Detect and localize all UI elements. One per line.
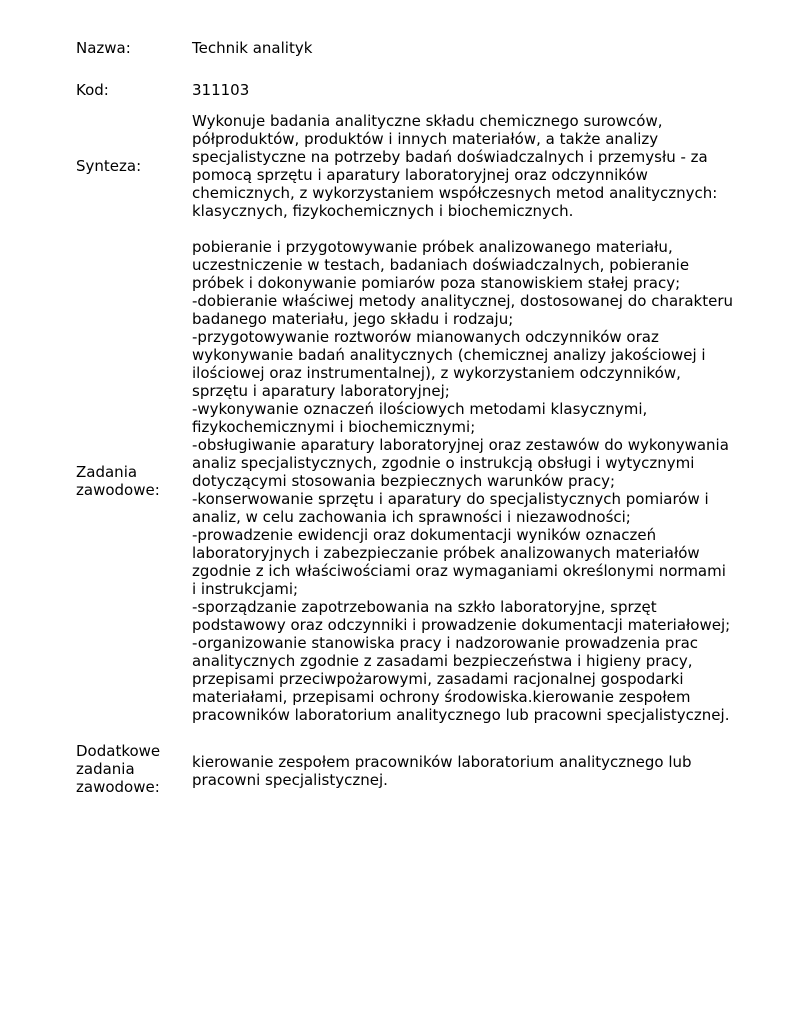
occupation-document [76,30,766,796]
field-extra-tasks-label: Dodatkowe zadania zawodowe: [76,742,161,796]
field-synthesis-row [76,108,766,220]
field-name-row [76,30,766,66]
field-tasks-label: Zadania zawodowe: [76,463,160,499]
field-synthesis-value: Wykonuje badania analityczne składu chemicznego surowców, półproduktów, produktów i innych materiałów, a także analizy specjalistyczne na potrzeby badań doświadczalnych i przemysłu - za pomocą sprzętu i aparatury laboratoryjnej oraz odczynników chemicznych, z wykorzystaniem współczesnych metod analitycznych: klasycznych, fizykochemicznych i biochemicznych. [192,112,718,220]
field-tasks-value: pobieranie i przygotowywanie próbek analizowanego materiału, uczestniczenie w testach, badaniach doświadczalnych, pobieranie próbek i dokonywanie pomiarów poza stanowiskiem stałej pracy; -dobieranie właściwej metody analitycznej, dostosowanej do charakteru badanego materiału, jego składu i rodzaju; -przygotowywanie roztworów mianowanych odczynników oraz wykonywanie badań analitycznych (chemicznej analizy jakościowej i ilościowej oraz instrumentalnej), z wykorzystaniem odczynników, sprzętu i aparatury laboratoryjnej; -wykonywanie oznaczeń ilościowych metodami klasycznymi, fizykochemicznymi i biochemicznymi; -obsługiwanie aparatury laboratoryjnej oraz zestawów do wykonywania analiz specjalistycznych, zgodnie o instrukcją obsługi i wytycznymi dotyczącymi stosowania bezpiecznych warunków pracy; -konserwowanie sprzętu i aparatury do specjalistycznych pomiarów i analiz, w celu zachowania ich sprawności i niezawodności; -prowadzenie ewidencji oraz dokumentacji wyników oznaczeń laboratoryjnych i zabezpieczanie próbek analizowanych materiałów zgodnie z ich właściwościami oraz wymaganiami określonymi normami i instrukcjami; -sporządzanie zapotrzebowania na szkło laboratoryjne, sprzęt podstawowy oraz odczynniki i prowadzenie dokumentacji materiałowej; -organizowanie stanowiska pracy i nadzorowanie prowadzenia prac analitycznych zgodnie z zasadami bezpieczeństwa i higieny pracy, przepisami przeciwpożarowymi, zasadami racjonalnej gospodarki materiałami, przepisami ochrony środowiska.kierowanie zespołem pracowników laboratorium analitycznego lub pracowni specjalistycznej. [192,238,733,724]
field-name-value: Technik analityk [192,39,313,57]
field-extra-tasks-row [76,742,766,796]
field-extra-tasks-value: kierowanie zespołem pracowników laboratorium analitycznego lub pracowni specjalistycznej. [192,753,692,789]
field-code-value: 311103 [192,81,250,99]
field-code-row [76,72,766,108]
field-synthesis-label: Synteza: [76,157,142,175]
field-tasks-row [76,238,766,724]
field-code-label: Kod: [76,81,109,99]
field-name-label: Nazwa: [76,39,131,57]
